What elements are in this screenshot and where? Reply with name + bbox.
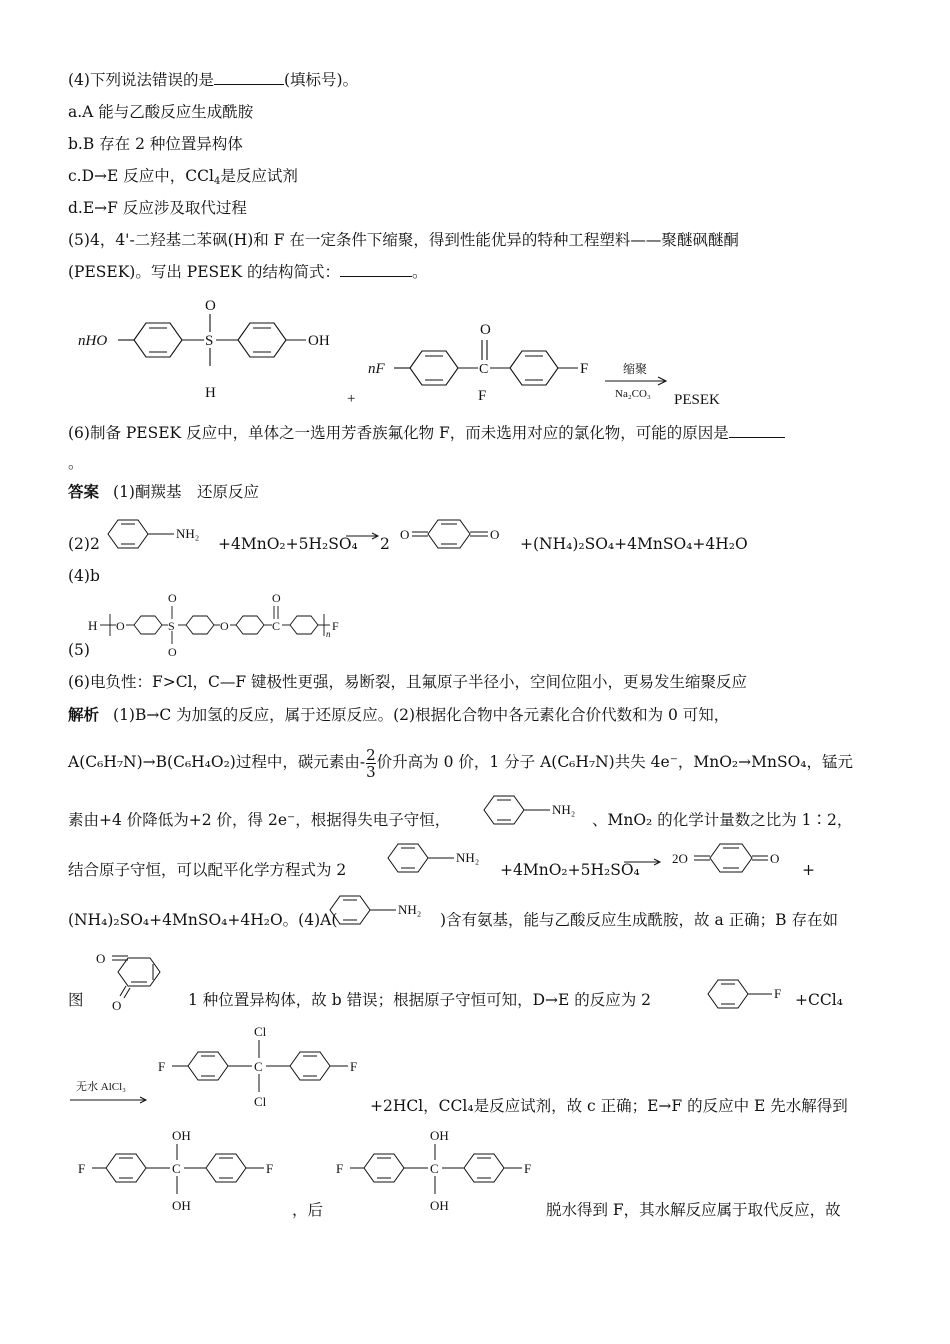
reaction-arrow (346, 530, 380, 542)
svg-text:F: F (774, 986, 782, 1001)
compound-h-label: H (205, 385, 216, 401)
q6-line2: 。 (68, 454, 84, 472)
analysis-line5-post: )含有氨基，能与乙酸反应生成酰胺，故 a 正确；B 存在如 (440, 911, 838, 929)
analysis-line6-tail: +CCl₄ (795, 991, 843, 1009)
analysis-line8-mid: ，后 (292, 1201, 324, 1219)
svg-text:F: F (158, 1059, 166, 1074)
answer-4: (4)b (68, 567, 100, 585)
analysis-line3-post: 、MnO₂ 的化学计量数之比为 1∶2， (592, 811, 853, 829)
aniline-structure (326, 888, 436, 934)
svg-text:C: C (172, 1161, 181, 1176)
svg-text:C: C (430, 1161, 439, 1176)
analysis-line6-mid: 1 种位置异构体，故 b 错误；根据原子守恒可知，D→E 的反应为 2 (188, 991, 652, 1009)
q6-line1: (6)制备 PESEK 反应中，单体之一选用芳香族氟化物 F，而未选用对应的氯化物，可能的原因是 (68, 423, 785, 443)
q4-option-c: c.D→E 反应中，CCl$_4$是反应试剂 (68, 167, 298, 187)
ortho-benzoquinone-structure (94, 944, 184, 1013)
reactant-label: nF (368, 361, 385, 377)
analysis-line4-mid: +4MnO₂+5H₂SO₄ (500, 861, 640, 879)
q4-option-d: d.E→F 反应涉及取代过程 (68, 199, 247, 217)
fluorine-label: F (580, 361, 589, 377)
benzoquinone-structure (398, 512, 518, 556)
analysis-line6-fig: 图 (68, 991, 84, 1009)
analysis-line8-post: 脱水得到 F，其水解反应属于取代反应，故 (546, 1201, 841, 1219)
analysis-line2: A(C₆H₇N)→B(C₆H₄O₂)过程中，碳元素由- $\frac{2}{3}$ 价升高为 0 价，1 分子 A(C₆H₇N)共失 4e⁻，MnO₂→MnSO₄，锰元 (68, 745, 854, 781)
svg-text:F: F (78, 1161, 86, 1176)
answer-blank[interactable] (340, 262, 412, 277)
product-label: PESEK (674, 392, 720, 408)
dichloro-compound-scheme (68, 1018, 378, 1114)
aniline-structure (104, 512, 214, 562)
svg-text:O: O (168, 591, 177, 605)
q5-line1: (5)4，4'-二羟基二苯砜(H)和 F 在一定条件下缩聚，得到性能优异的特种工程塑料——聚醚砜醚酮 (68, 231, 739, 249)
analysis-line5-pre: (NH₄)₂SO₄+4MnSO₄+4H₂O。(4)A( (68, 911, 338, 929)
svg-text:OH: OH (172, 1128, 191, 1143)
q5-line2: (PESEK)。写出 PESEK 的结构简式： 。 (68, 263, 428, 281)
svg-text:O: O (116, 619, 125, 633)
svg-text:NH₂: NH₂ (398, 902, 422, 917)
svg-text:2O: 2O (672, 851, 688, 866)
answer-5-label: (5) (68, 641, 90, 659)
answer-line1: 答案 (1)酮羰基 还原反应 (68, 482, 259, 501)
svg-text:NH₂: NH₂ (552, 802, 576, 817)
svg-text:O: O (770, 851, 780, 866)
hydroxyl-label: OH (308, 333, 330, 349)
diol-structure (334, 1124, 544, 1216)
svg-text:NH₂: NH₂ (176, 526, 200, 541)
svg-text:F: F (524, 1161, 532, 1176)
fluorobenzene-structure (702, 972, 792, 1018)
aniline-structure (384, 836, 494, 882)
aniline-structure (480, 788, 590, 834)
svg-text:O: O (168, 645, 177, 659)
svg-text:无水 AlCl₃: 无水 AlCl₃ (76, 1081, 126, 1093)
benzoquinone-structure (672, 836, 802, 880)
svg-text:OH: OH (172, 1198, 191, 1213)
svg-text:O: O (96, 951, 106, 966)
svg-text:OH: OH (430, 1198, 449, 1213)
svg-text:C: C (272, 619, 281, 633)
fraction: $\frac{2}{3}$ (366, 745, 376, 781)
svg-text:F: F (336, 1161, 344, 1176)
diol-structure (76, 1124, 286, 1216)
q4-stem: (4)下列说法错误的是 (填标号)。 (68, 71, 359, 89)
reaction-arrow (624, 856, 664, 868)
svg-text:n: n (326, 629, 331, 639)
svg-text:O: O (490, 527, 500, 542)
svg-text:F: F (266, 1161, 274, 1176)
reaction-condition: 缩聚 (623, 362, 648, 376)
answer-2-reagents: +4MnO₂+5H₂SO₄ (218, 535, 358, 553)
answer-2-coefficient: 2 (380, 535, 390, 553)
svg-text:Cl: Cl (254, 1024, 267, 1039)
analysis-line7: +2HCl，CCl₄是反应试剂，故 c 正确；E→F 的反应中 E 先水解得到 (370, 1097, 848, 1115)
svg-text:O: O (272, 591, 281, 605)
svg-text:Cl: Cl (254, 1094, 267, 1109)
analysis-line3-pre: 素由+4 价降低为+2 价，得 2e⁻，根据得失电子守恒， (68, 811, 451, 829)
svg-text:OH: OH (430, 1128, 449, 1143)
svg-text:F: F (332, 619, 339, 633)
svg-text:O: O (400, 527, 410, 542)
answer-2-products: +(NH₄)₂SO₄+4MnSO₄+4H₂O (520, 535, 748, 553)
compound-f-label: F (478, 388, 487, 404)
svg-text:H: H (88, 618, 98, 633)
answer-blank[interactable] (214, 70, 284, 85)
svg-text:C: C (254, 1059, 263, 1074)
oxygen-label: O (480, 322, 491, 338)
answer-label: 答案 (68, 482, 100, 501)
analysis-label: 解析 (68, 705, 100, 724)
svg-text:S: S (168, 619, 175, 633)
q4-option-b: b.B 存在 2 种位置异构体 (68, 135, 243, 153)
carbon-label: C (479, 362, 489, 377)
q5-reaction-scheme (70, 290, 770, 410)
analysis-line4-plus: + (802, 861, 815, 879)
svg-text:O: O (220, 619, 229, 633)
svg-text:F: F (350, 1059, 358, 1074)
analysis-line1: 解析 (1)B→C 为加氢的反应，属于还原反应。(2)根据化合物中各元素化合价代数和为 0 可知， (68, 705, 730, 724)
answer-2-label: (2)2 (68, 535, 100, 553)
oxygen-label: O (205, 298, 216, 314)
answer-blank[interactable] (729, 423, 785, 438)
reactant-label: nHO (78, 333, 108, 349)
answer-6: (6)电负性：F>Cl，C—F 键极性更强，易断裂，且氟原子半径小，空间位阻小，更易发生缩聚反应 (68, 673, 748, 691)
analysis-line4-pre: 结合原子守恒，可以配平化学方程式为 2 (68, 861, 347, 879)
reaction-condition: Na₂CO₃ (615, 388, 651, 400)
sulfur-label: S (205, 333, 214, 349)
svg-text:NH₂: NH₂ (456, 850, 480, 865)
plus-sign: + (347, 391, 356, 407)
svg-text:O: O (112, 998, 122, 1013)
q4-option-a: a.A 能与乙酸反应生成酰胺 (68, 103, 254, 121)
pesek-structure (86, 590, 356, 660)
